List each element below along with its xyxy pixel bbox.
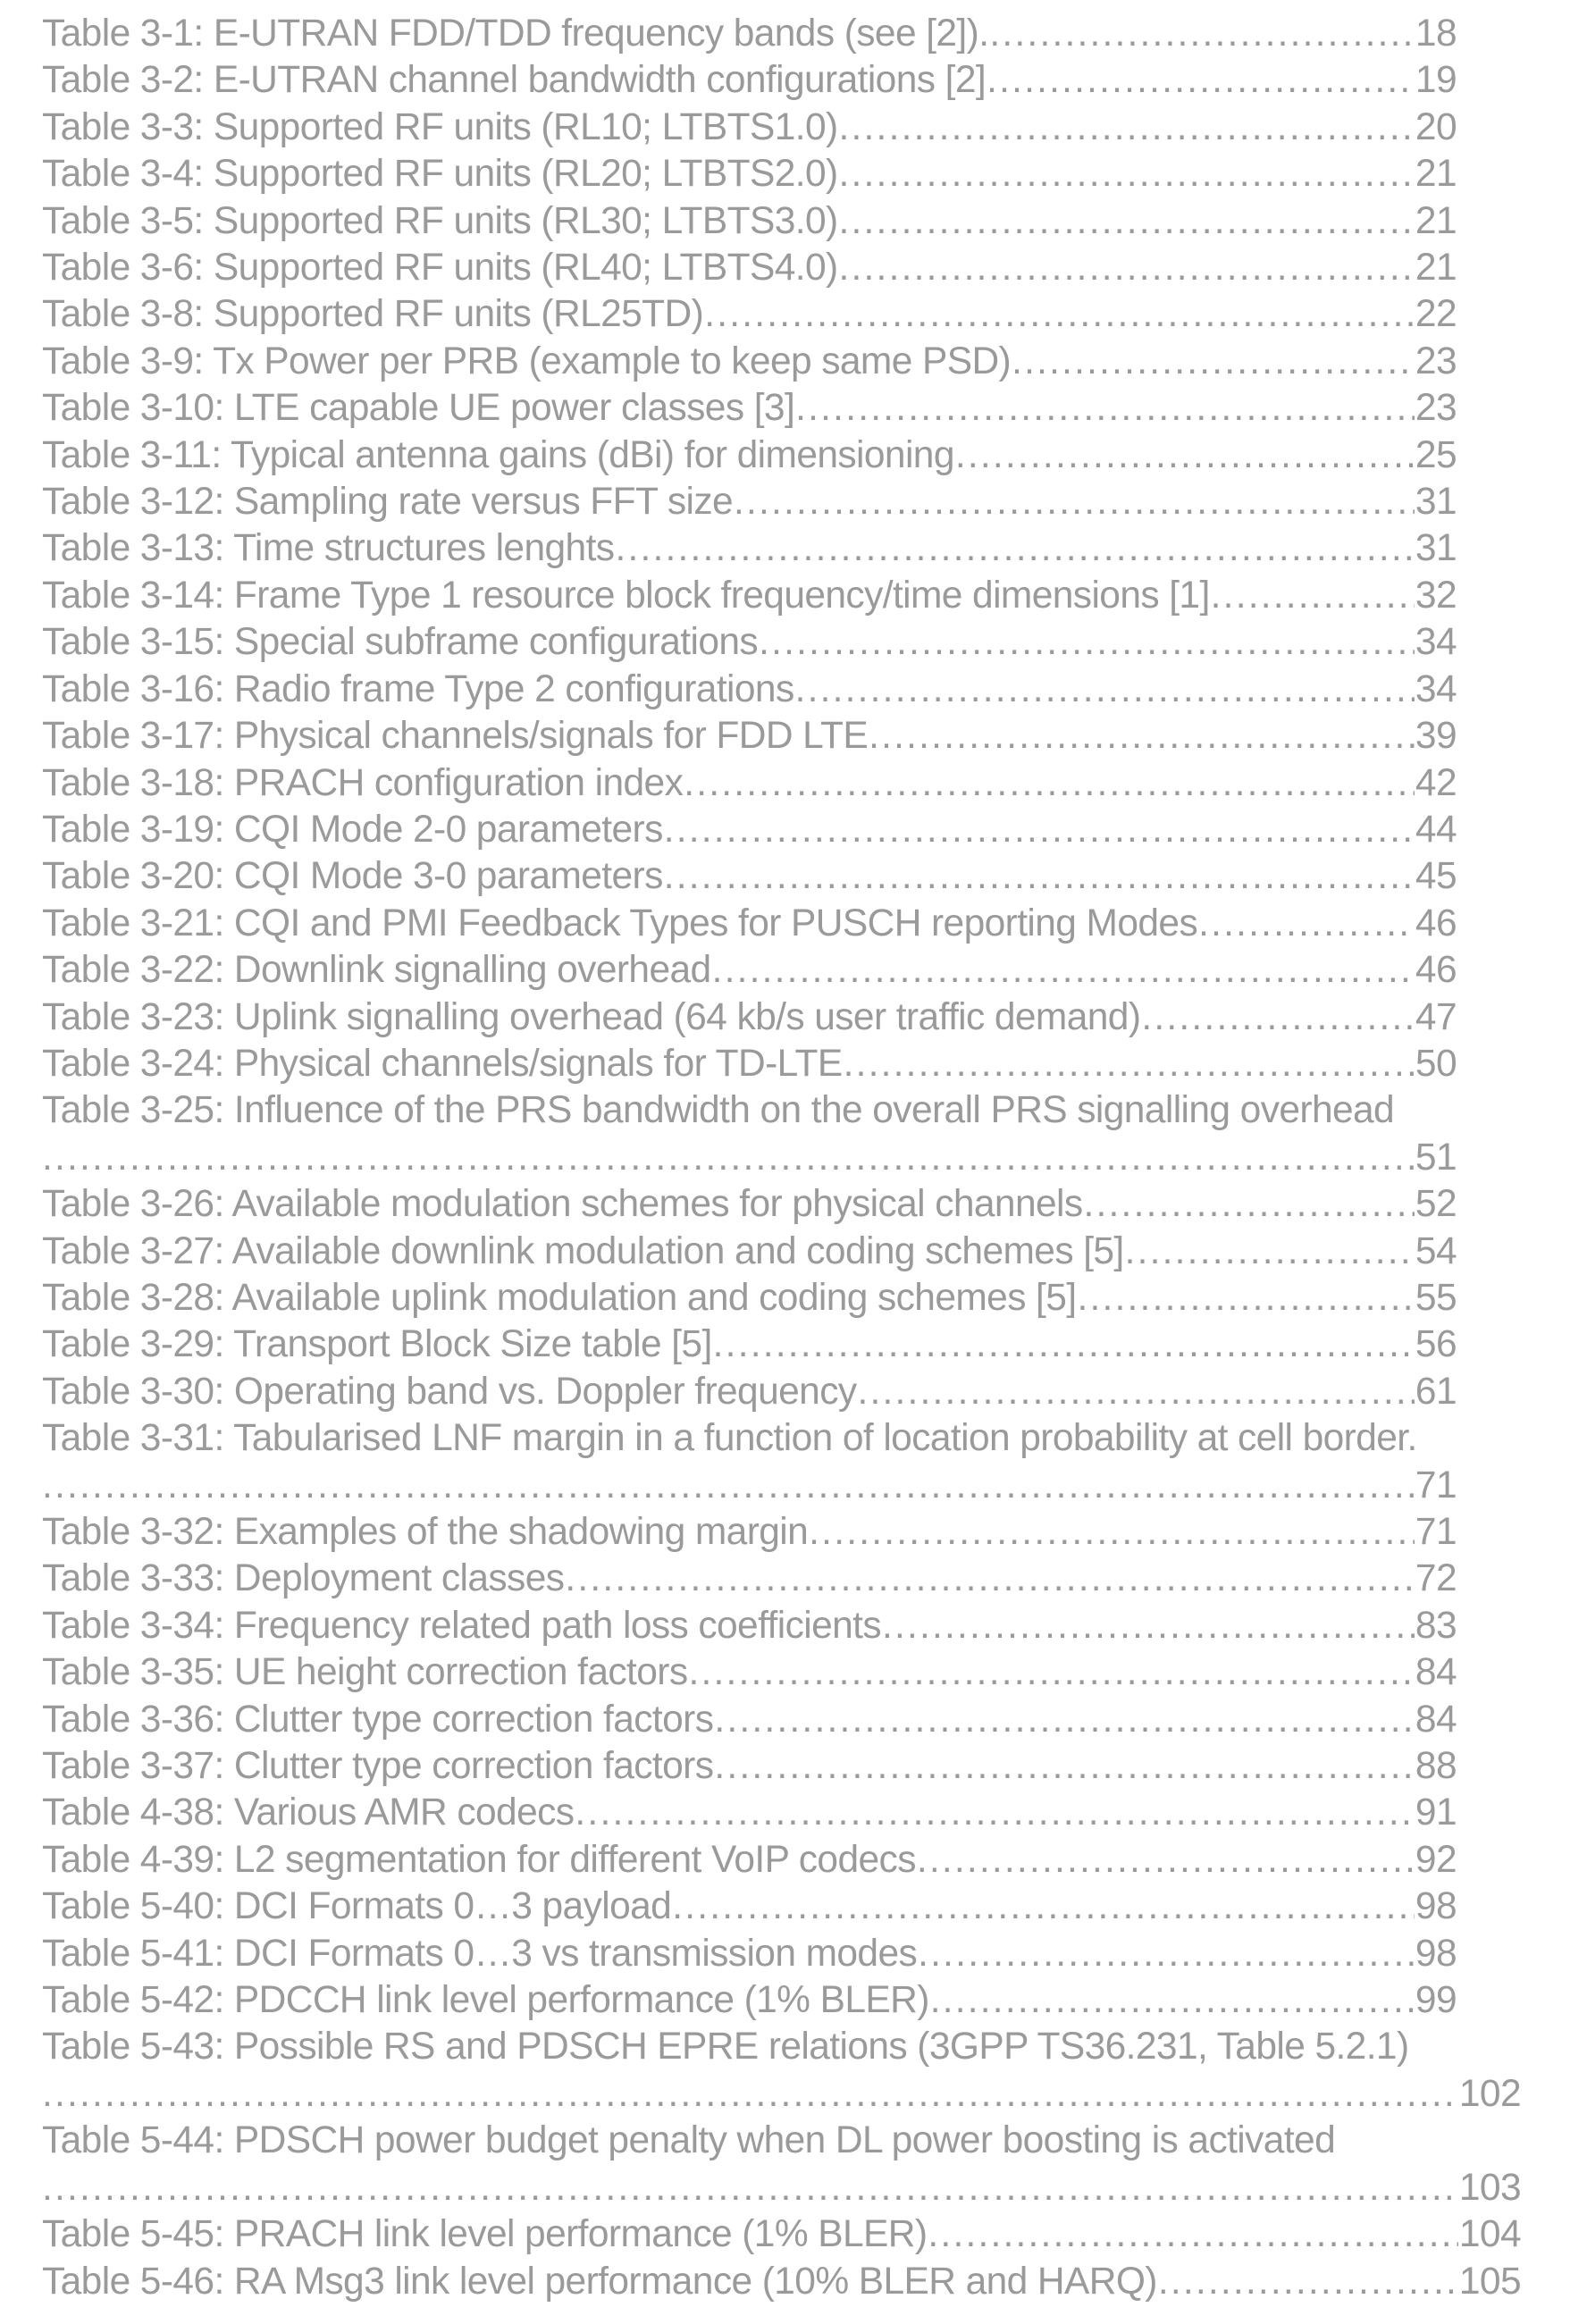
toc-entry-page: 46 bbox=[1415, 902, 1457, 944]
toc-entry-title: Table 5-43: Possible RS and PDSCH EPRE relations (3GPP TS36.231, Table 5.2.1) bbox=[42, 2026, 1409, 2068]
toc-entry[interactable] bbox=[42, 2118, 1584, 2211]
toc-entry-page: 105 bbox=[1458, 2260, 1521, 2303]
list-of-tables bbox=[42, 11, 1584, 2305]
toc-entry-page: 34 bbox=[1415, 667, 1457, 710]
toc-entry-row bbox=[42, 573, 1457, 619]
toc-entry-title: Table 3-9: Tx Power per PRB (example to keep same PSD) bbox=[42, 340, 1012, 382]
toc-entry-row bbox=[42, 105, 1457, 151]
toc-entry-title: Table 3-17: Physical channels/signals for FDD LTE bbox=[42, 715, 869, 758]
toc-entry-row bbox=[42, 11, 1457, 57]
toc-entry-page: 34 bbox=[1415, 621, 1457, 664]
toc-entry-title: Table 5-44: PDSCH power budget penalty when DL power boosting is activated bbox=[42, 2119, 1336, 2162]
toc-entry-row bbox=[42, 151, 1457, 197]
toc-entry-title: Table 3-33: Deployment classes bbox=[42, 1557, 565, 1600]
toc-entry-title: Table 3-35: UE height correction factors bbox=[42, 1651, 688, 1694]
toc-entry-page: 55 bbox=[1415, 1276, 1457, 1319]
dot-leader bbox=[882, 1603, 1415, 1649]
toc-entry-page: 92 bbox=[1415, 1838, 1457, 1881]
toc-entry-title: Table 3-29: Transport Block Size table [5] bbox=[42, 1323, 712, 1366]
toc-entry[interactable] bbox=[42, 1743, 1584, 1790]
toc-entry[interactable] bbox=[42, 105, 1584, 151]
toc-entry-page: 32 bbox=[1415, 574, 1457, 617]
toc-entry-page: 61 bbox=[1415, 1370, 1457, 1413]
toc-entry-title: Table 3-4: Supported RF units (RL20; LTBTS2.0) bbox=[42, 153, 838, 196]
toc-entry-page: 103 bbox=[1458, 2166, 1521, 2209]
toc-entry-title: Table 5-41: DCI Formats 0…3 vs transmission modes bbox=[42, 1932, 918, 1975]
toc-entry-title: Table 3-3: Supported RF units (RL10; LTBTS1.0) bbox=[42, 105, 838, 148]
toc-entry-title: Table 3-19: CQI Mode 2-0 parameters bbox=[42, 808, 663, 851]
toc-entry-row bbox=[42, 1275, 1457, 1321]
toc-entry-page: 45 bbox=[1415, 855, 1457, 898]
toc-entry-page: 21 bbox=[1415, 199, 1457, 242]
toc-entry-page: 56 bbox=[1415, 1323, 1457, 1366]
toc-entry-row bbox=[42, 619, 1457, 666]
toc-entry-row bbox=[42, 807, 1457, 853]
toc-entry-row bbox=[42, 1743, 1457, 1790]
toc-entry-row bbox=[42, 525, 1457, 572]
toc-entry[interactable] bbox=[42, 947, 1584, 994]
toc-entry-row bbox=[42, 1556, 1457, 1602]
dot-leader bbox=[858, 1369, 1415, 1415]
toc-entry[interactable] bbox=[42, 525, 1584, 572]
dot-leader bbox=[918, 1931, 1415, 1977]
toc-entry-page: 47 bbox=[1415, 995, 1457, 1038]
toc-entry[interactable] bbox=[42, 385, 1584, 432]
dot-leader bbox=[844, 1041, 1415, 1087]
toc-entry[interactable] bbox=[42, 573, 1584, 619]
dot-leader bbox=[712, 947, 1415, 994]
toc-entry-page: 19 bbox=[1415, 59, 1457, 102]
toc-entry-page: 102 bbox=[1458, 2072, 1521, 2115]
dot-leader bbox=[1078, 1275, 1415, 1321]
toc-entry-row bbox=[42, 1321, 1457, 1368]
toc-entry[interactable] bbox=[42, 713, 1584, 759]
dot-leader bbox=[565, 1556, 1415, 1602]
toc-entry-row bbox=[42, 1884, 1457, 1930]
toc-entry-page: 39 bbox=[1415, 715, 1457, 758]
toc-entry[interactable] bbox=[42, 1697, 1584, 1743]
toc-entry[interactable] bbox=[42, 807, 1584, 853]
toc-entry-row bbox=[42, 291, 1457, 338]
dot-leader bbox=[928, 2211, 1457, 2258]
toc-entry-row bbox=[42, 1603, 1457, 1649]
toc-entry[interactable] bbox=[42, 1837, 1584, 1884]
toc-entry[interactable] bbox=[42, 1229, 1584, 1275]
toc-entry-row bbox=[42, 901, 1457, 947]
toc-entry-title: Table 3-14: Frame Type 1 resource block frequency/time dimensions [1] bbox=[42, 574, 1210, 617]
dot-leader bbox=[42, 1135, 1415, 1181]
toc-entry-title: Table 3-10: LTE capable UE power classes [3] bbox=[42, 387, 795, 430]
toc-entry-row bbox=[42, 2259, 1521, 2305]
toc-entry-title: Table 3-2: E-UTRAN channel bandwidth configurations [2] bbox=[42, 59, 987, 102]
toc-entry[interactable] bbox=[42, 1931, 1584, 1977]
toc-entry[interactable] bbox=[42, 2259, 1584, 2305]
toc-entry-page: 98 bbox=[1415, 1932, 1457, 1975]
toc-entry-page: 25 bbox=[1415, 433, 1457, 476]
toc-entry-title: Table 5-45: PRACH link level performance (1% BLER) bbox=[42, 2213, 928, 2256]
toc-entry[interactable] bbox=[42, 2024, 1584, 2118]
toc-entry-title: Table 3-11: Typical antenna gains (dBi) for dimensioning bbox=[42, 433, 954, 476]
toc-entry[interactable] bbox=[42, 994, 1584, 1041]
toc-entry-page: 71 bbox=[1415, 1464, 1457, 1506]
dot-leader bbox=[575, 1790, 1415, 1836]
toc-entry[interactable] bbox=[42, 1275, 1584, 1321]
toc-entry-row bbox=[42, 2211, 1521, 2258]
dot-leader bbox=[42, 2165, 1458, 2211]
toc-entry-title: Table 3-22: Downlink signalling overhead bbox=[42, 949, 711, 992]
dot-leader bbox=[1198, 901, 1415, 947]
toc-entry-title: Table 4-39: L2 segmentation for different VoIP codecs bbox=[42, 1838, 916, 1881]
toc-entry-page: 72 bbox=[1415, 1557, 1457, 1600]
dot-leader bbox=[664, 853, 1415, 900]
toc-entry-title: Table 3-37: Clutter type correction factors bbox=[42, 1745, 714, 1788]
toc-entry[interactable] bbox=[42, 1041, 1584, 1087]
toc-entry[interactable] bbox=[42, 619, 1584, 666]
toc-entry-page: 88 bbox=[1415, 1745, 1457, 1788]
toc-entry-row bbox=[42, 1837, 1457, 1884]
dot-leader bbox=[42, 2071, 1458, 2118]
toc-entry[interactable] bbox=[42, 1556, 1584, 1602]
toc-entry-title: Table 5-46: RA Msg3 link level performance (10% BLER and HARQ) bbox=[42, 2260, 1157, 2303]
toc-entry-row bbox=[42, 1697, 1457, 1743]
toc-entry[interactable] bbox=[42, 853, 1584, 900]
toc-entry[interactable] bbox=[42, 1181, 1584, 1228]
toc-entry-row bbox=[42, 198, 1457, 245]
toc-entry[interactable] bbox=[42, 291, 1584, 338]
toc-entry-title: Table 3-23: Uplink signalling overhead (64 kb/s user traffic demand) bbox=[42, 995, 1141, 1038]
toc-entry-page: 54 bbox=[1415, 1229, 1457, 1272]
dot-leader bbox=[839, 105, 1415, 151]
dot-leader bbox=[955, 432, 1415, 479]
dot-leader bbox=[1012, 339, 1415, 385]
toc-entry[interactable] bbox=[42, 1790, 1584, 1836]
toc-entry-title: Table 3-8: Supported RF units (RL25TD) bbox=[42, 293, 704, 336]
toc-entry-leader-row bbox=[42, 2071, 1521, 2118]
dot-leader bbox=[989, 11, 1415, 57]
toc-entry-page: 84 bbox=[1415, 1651, 1457, 1694]
toc-entry-row bbox=[42, 339, 1457, 385]
toc-entry-page: 21 bbox=[1415, 153, 1457, 196]
toc-entry-leader-row bbox=[42, 2165, 1521, 2211]
toc-entry-page: 44 bbox=[1415, 808, 1457, 851]
toc-entry-title: Table 3-30: Operating band vs. Doppler frequency bbox=[42, 1370, 857, 1413]
toc-entry-row bbox=[42, 1649, 1457, 1696]
toc-entry[interactable] bbox=[42, 245, 1584, 291]
toc-entry-row bbox=[42, 1369, 1457, 1415]
toc-entry-page: 51 bbox=[1415, 1136, 1457, 1179]
toc-entry[interactable] bbox=[42, 1649, 1584, 1696]
toc-entry-page: 71 bbox=[1415, 1511, 1457, 1553]
toc-entry-row bbox=[42, 713, 1457, 759]
toc-entry-row bbox=[42, 1790, 1457, 1836]
toc-entry-title: Table 3-28: Available uplink modulation and coding schemes [5] bbox=[42, 1276, 1077, 1319]
toc-entry[interactable] bbox=[42, 1369, 1584, 1415]
toc-entry-row bbox=[42, 1041, 1457, 1087]
toc-entry-title: Table 3-15: Special subframe configurations bbox=[42, 621, 759, 664]
toc-entry-title: Table 5-42: PDCCH link level performance (1% BLER) bbox=[42, 1979, 929, 2022]
dot-leader bbox=[1158, 2259, 1458, 2305]
dot-leader bbox=[713, 1321, 1415, 1368]
toc-entry-row bbox=[42, 760, 1457, 807]
dot-leader bbox=[615, 525, 1414, 572]
toc-entry-row bbox=[42, 245, 1457, 291]
dot-leader bbox=[795, 385, 1415, 432]
toc-entry-row bbox=[42, 479, 1457, 525]
toc-entry-title: Table 3-1: E-UTRAN FDD/TDD frequency bands (see [2]). bbox=[42, 13, 989, 55]
toc-entry-title: Table 5-40: DCI Formats 0…3 payload bbox=[42, 1885, 672, 1928]
dot-leader bbox=[734, 479, 1415, 525]
toc-entry-row bbox=[42, 667, 1457, 713]
dot-leader bbox=[1211, 573, 1415, 619]
toc-entry-page: 46 bbox=[1415, 949, 1457, 992]
toc-entry-row bbox=[42, 1181, 1457, 1228]
dot-leader bbox=[759, 619, 1415, 666]
toc-entry-page: 99 bbox=[1415, 1979, 1457, 2022]
dot-leader bbox=[664, 807, 1415, 853]
dot-leader bbox=[714, 1743, 1415, 1790]
toc-entry-row bbox=[42, 994, 1457, 1041]
toc-entry-page: 98 bbox=[1415, 1885, 1457, 1928]
toc-entry-title: Table 3-34: Frequency related path loss coefficients bbox=[42, 1604, 881, 1647]
dot-leader bbox=[839, 198, 1415, 245]
dot-leader bbox=[684, 760, 1415, 807]
toc-entry-title: Table 3-24: Physical channels/signals for TD-LTE bbox=[42, 1042, 843, 1085]
toc-entry-title: Table 3-13: Time structures lenghts bbox=[42, 527, 615, 570]
toc-entry-title: Table 3-31: Tabularised LNF margin in a function of location probability at cell border. bbox=[42, 1417, 1417, 1460]
toc-entry-row bbox=[42, 947, 1457, 994]
toc-entry[interactable] bbox=[42, 198, 1584, 245]
toc-entry-title: Table 3-32: Examples of the shadowing margin bbox=[42, 1511, 809, 1553]
toc-entry[interactable] bbox=[42, 1977, 1584, 2024]
toc-entry-title: Table 3-36: Clutter type correction factors bbox=[42, 1698, 714, 1741]
dot-leader bbox=[869, 713, 1415, 759]
toc-entry[interactable] bbox=[42, 667, 1584, 713]
toc-entry-page: 21 bbox=[1415, 247, 1457, 289]
toc-entry-page: 84 bbox=[1415, 1698, 1457, 1741]
dot-leader bbox=[839, 245, 1415, 291]
toc-entry-leader-row bbox=[42, 1135, 1457, 1181]
toc-entry-row bbox=[42, 432, 1457, 479]
toc-entry-page: 104 bbox=[1458, 2213, 1521, 2256]
dot-leader bbox=[704, 291, 1415, 338]
toc-entry-title: Table 3-25: Influence of the PRS bandwidth on the overall PRS signalling overhead bbox=[42, 1089, 1395, 1132]
dot-leader bbox=[1084, 1181, 1415, 1228]
toc-entry[interactable] bbox=[42, 11, 1584, 57]
dot-leader bbox=[689, 1649, 1415, 1696]
toc-entry[interactable] bbox=[42, 1087, 1584, 1181]
toc-entry-title: Table 3-5: Supported RF units (RL30; LTBTS3.0) bbox=[42, 199, 838, 242]
toc-entry[interactable] bbox=[42, 1321, 1584, 1368]
toc-entry-page: 50 bbox=[1415, 1042, 1457, 1085]
toc-entry-page: 22 bbox=[1415, 293, 1457, 336]
toc-entry-title: Table 3-6: Supported RF units (RL40; LTBTS4.0) bbox=[42, 247, 838, 289]
toc-entry-title: Table 3-26: Available modulation schemes for physical channels bbox=[42, 1183, 1083, 1226]
toc-entry-row bbox=[42, 1977, 1457, 2024]
toc-entry[interactable] bbox=[42, 1415, 1584, 1509]
toc-entry-row bbox=[42, 385, 1457, 432]
toc-entry[interactable] bbox=[42, 1603, 1584, 1649]
dot-leader bbox=[987, 57, 1415, 104]
toc-entry-page: 23 bbox=[1415, 340, 1457, 382]
dot-leader bbox=[839, 151, 1415, 197]
dot-leader bbox=[672, 1884, 1415, 1930]
toc-entry[interactable] bbox=[42, 1509, 1584, 1556]
dot-leader bbox=[1125, 1229, 1415, 1275]
dot-leader bbox=[930, 1977, 1415, 2024]
toc-entry-row bbox=[42, 1509, 1457, 1556]
toc-entry-page: 42 bbox=[1415, 761, 1457, 804]
toc-entry-title: Table 3-12: Sampling rate versus FFT size bbox=[42, 481, 734, 524]
toc-entry-title: Table 3-20: CQI Mode 3-0 parameters bbox=[42, 855, 663, 898]
toc-entry[interactable] bbox=[42, 2211, 1584, 2258]
toc-entry-title: Table 3-16: Radio frame Type 2 configurations bbox=[42, 667, 794, 710]
dot-leader bbox=[809, 1509, 1415, 1556]
toc-entry-page: 91 bbox=[1415, 1791, 1457, 1834]
dot-leader bbox=[917, 1837, 1415, 1884]
toc-entry-page: 18 bbox=[1415, 13, 1457, 55]
toc-entry[interactable] bbox=[42, 1884, 1584, 1930]
dot-leader bbox=[42, 1463, 1415, 1509]
toc-entry-page: 52 bbox=[1415, 1183, 1457, 1226]
toc-entry-row bbox=[42, 57, 1457, 104]
toc-entry-row bbox=[42, 853, 1457, 900]
dot-leader bbox=[714, 1697, 1415, 1743]
toc-entry-leader-row bbox=[42, 1463, 1457, 1509]
toc-entry-title: Table 3-27: Available downlink modulation and coding schemes [5] bbox=[42, 1229, 1124, 1272]
toc-entry-page: 31 bbox=[1415, 481, 1457, 524]
toc-entry[interactable] bbox=[42, 57, 1584, 104]
toc-entry-page: 31 bbox=[1415, 527, 1457, 570]
toc-entry[interactable] bbox=[42, 339, 1584, 385]
toc-entry-row bbox=[42, 1931, 1457, 1977]
toc-entry[interactable] bbox=[42, 760, 1584, 807]
toc-entry[interactable] bbox=[42, 479, 1584, 525]
toc-entry[interactable] bbox=[42, 432, 1584, 479]
toc-entry-title: Table 3-18: PRACH configuration index bbox=[42, 761, 684, 804]
toc-entry[interactable] bbox=[42, 151, 1584, 197]
toc-entry-page: 83 bbox=[1415, 1604, 1457, 1647]
toc-entry-row bbox=[42, 1229, 1457, 1275]
toc-entry-title: Table 3-21: CQI and PMI Feedback Types for PUSCH reporting Modes bbox=[42, 902, 1198, 944]
toc-entry-page: 20 bbox=[1415, 105, 1457, 148]
dot-leader bbox=[795, 667, 1415, 713]
toc-entry[interactable] bbox=[42, 901, 1584, 947]
dot-leader bbox=[1141, 994, 1415, 1041]
toc-entry-page: 23 bbox=[1415, 387, 1457, 430]
toc-entry-title: Table 4-38: Various AMR codecs bbox=[42, 1791, 575, 1834]
